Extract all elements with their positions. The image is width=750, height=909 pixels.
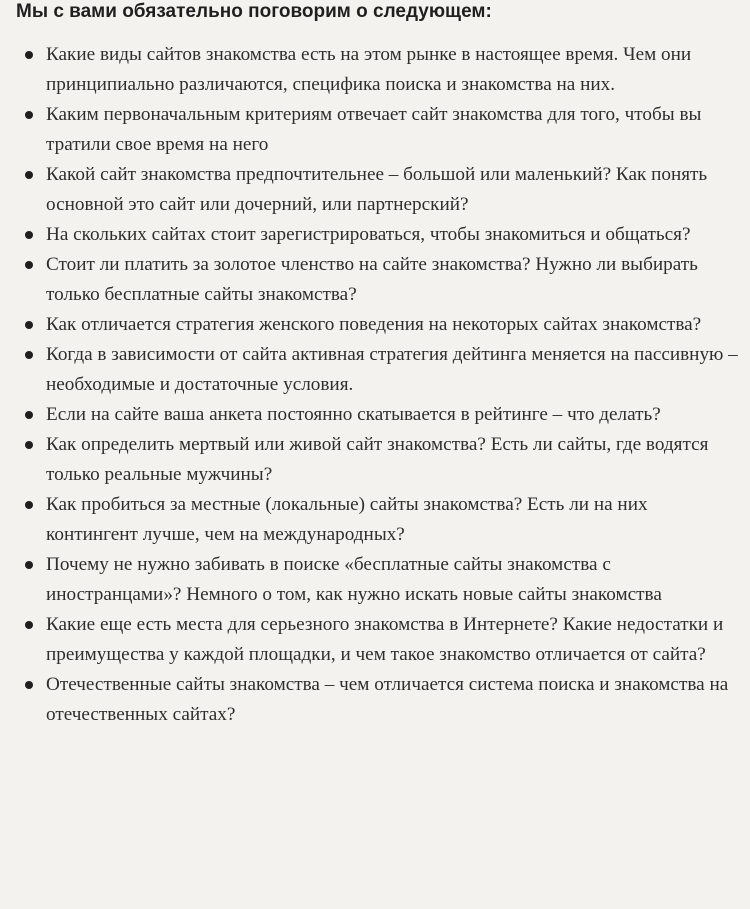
list-item [16,340,744,400]
topics-list [16,40,744,730]
bullet-icon [25,111,33,119]
list-item [16,310,744,340]
list-item-text: Каким первоначальным критериям отвечает сайт знакомства для того, чтобы вы тратили свое время на него [46,104,702,155]
list-item [16,430,744,490]
list-item-text: Отечественные сайты знакомства – чем отличается система поиска и знакомства на отечественных сайтах? [46,674,729,725]
list-item-text: Стоит ли платить за золотое членство на сайте знакомства? Нужно ли выбирать только бесплатные сайты знакомства? [46,254,698,305]
bullet-icon [25,351,33,359]
bullet-icon [25,321,33,329]
bullet-icon [25,501,33,509]
list-item [16,220,744,250]
list-item-text: Когда в зависимости от сайта активная стратегия дейтинга меняется на пассивную – необходимые и достаточные условия. [46,344,738,395]
bullet-icon [25,621,33,629]
list-item-text: Какой сайт знакомства предпочтительнее – большой или маленький? Как понять основной это сайт или дочерний, или партнерский? [46,164,708,215]
list-item [16,610,744,670]
list-item [16,40,744,100]
section-heading: Мы с вами обязательно поговорим о следующем: [16,1,492,22]
list-item [16,100,744,160]
bullet-icon [25,441,33,449]
list-item [16,490,744,550]
list-item-text: Какие виды сайтов знакомства есть на этом рынке в настоящее время. Чем они принципиально различаются, специфика поиска и знакомства на них. [46,44,692,95]
list-item-text: На скольких сайтах стоит зарегистрироваться, чтобы знакомиться и общаться? [46,224,691,245]
list-item-text: Если на сайте ваша анкета постоянно скатывается в рейтинге – что делать? [46,404,661,425]
list-item-text: Почему не нужно забивать в поиске «бесплатные сайты знакомства с иностранцами»? Немного о том, как нужно искать новые сайты знакомства [46,554,662,605]
bullet-icon [25,411,33,419]
bullet-icon [25,681,33,689]
list-item-text: Как отличается стратегия женского поведения на некоторых сайтах знакомства? [46,314,702,335]
list-item-text: Как определить мертвый или живой сайт знакомства? Есть ли сайты, где водятся только реальные мужчины? [46,434,709,485]
bullet-icon [25,171,33,179]
list-item [16,550,744,610]
list-item-text: Как пробиться за местные (локальные) сайты знакомства? Есть ли на них контингент лучше, чем на международных? [46,494,648,545]
bullet-icon [25,261,33,269]
bullet-icon [25,561,33,569]
list-item [16,670,744,730]
list-item [16,250,744,310]
list-item [16,160,744,220]
bullet-icon [25,51,33,59]
bullet-icon [25,231,33,239]
list-item-text: Какие еще есть места для серьезного знакомства в Интернете? Какие недостатки и преимущества у каждой площадки, и чем такое знакомство отличается от сайта? [46,614,724,665]
list-item [16,400,744,430]
